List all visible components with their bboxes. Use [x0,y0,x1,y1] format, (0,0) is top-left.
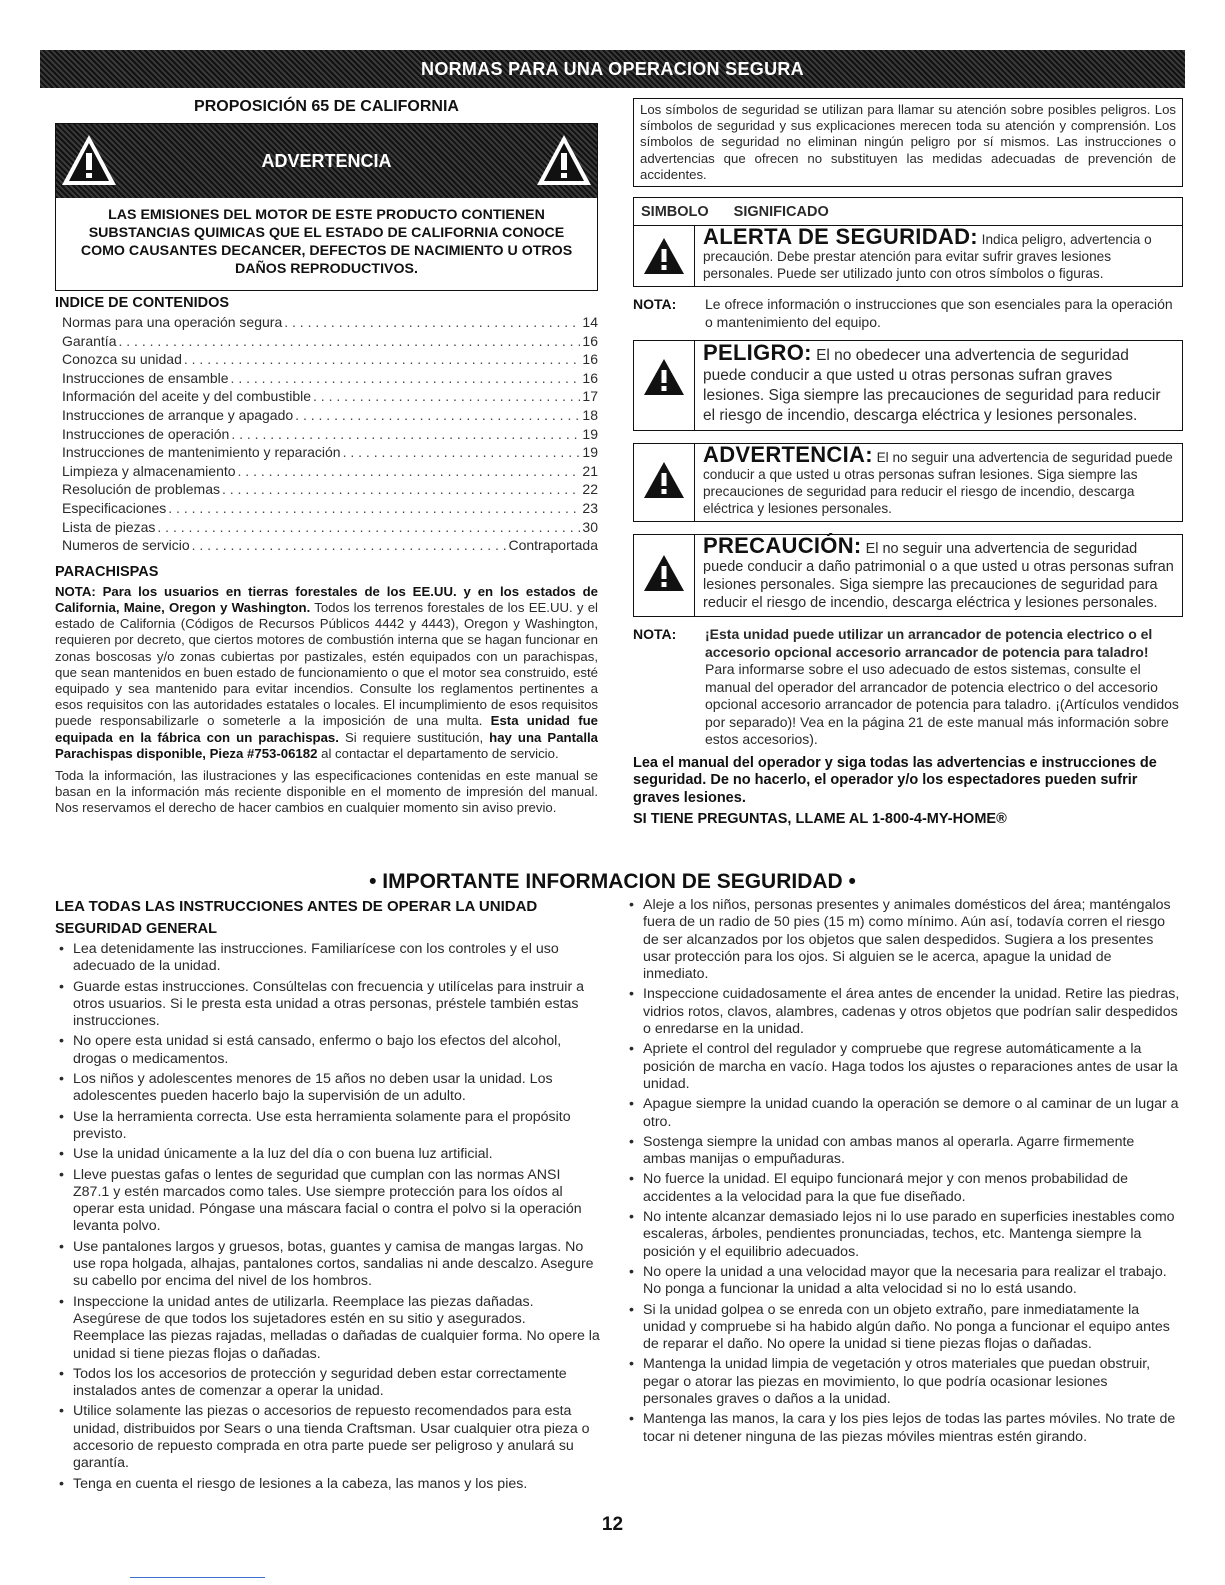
toc-item [55,425,598,444]
safety-bullet: • Los niños y adolescentes menores de 15 años no deben usar la unidad. Los adolescentes pueden hacerlo bajo la supervisión de un adulto. [55,1071,600,1106]
col-symbol: SIMBOLO [641,203,709,220]
warning-triangle-icon [535,132,593,188]
toc-leader [284,313,580,332]
peligro-meaning [695,341,1182,430]
peligro-symbol [634,341,695,430]
toc-item-title: Limpieza y almacenamiento [62,462,236,479]
safety-bullet: • Inspeccione cuidadosamente el área antes de encender la unidad. Retire las piedras, vidrios rotos, clavos, alambres, cadenas y otros objetos que podrían salir despedidos o enredarse en la unidad. [625,986,1180,1038]
page-number: 12 [601,1514,624,1535]
toc-item-title: Especificaciones [62,499,167,516]
safety-bullet: • Utilice solamente las piezas o accesorios de repuesto recomendados para esta unidad, distribuidos por Sears o una tienda Craftsman. Usar cualquier otra pieza o accesorio de repuesto comprada en otra parte puede ser peligroso y anulará su garantía. [55,1403,600,1472]
precaucion-text: El no seguir una advertencia de seguridad puede conducir a daño patrimonial o a que usted u otras personas sufran lesiones personales. Siga siempre las precauciones de seguridad para reducir el riesgo de incendio, descarga eléctrica y lesiones personales. [703,541,1174,612]
prop65-warning-box [55,123,598,291]
alert-meaning [695,226,1182,286]
left-column [55,98,598,817]
spark-text-3: al contactar el departamento de servicio. [321,745,559,761]
toc-item-title: Numeros de servicio [62,537,190,554]
toc-item-title: Conozca su unidad [62,351,182,368]
toc-item-title: Garantía [62,332,117,349]
prop65-title: PROPOSICIÓN 65 DE CALIFORNIA [194,98,459,115]
nota-label: NOTA: [633,296,677,313]
toc-item-page: 16 [582,369,598,386]
danger-triangle-icon [642,357,686,397]
nota2-label: NOTA: [633,626,677,643]
advertencia-row [633,443,1183,522]
left-bullet-list [55,941,600,1493]
right-column [633,98,1183,827]
bottom-left-column [55,898,600,1496]
toc-leader [343,443,581,462]
read-all-heading: LEA TODAS LAS INSTRUCCIONES ANTES DE OPERAR LA UNIDAD [55,898,538,915]
toc-item-page: 16 [582,332,598,349]
toc-item-title: Resolución de problemas [62,481,220,498]
spark-title: PARACHISPAS [55,563,159,580]
safety-bullet: • Lleve puestas gafas o lentes de seguridad que cumplan con las normas ANSI Z87.1 y estén marcados como tales. Use siempre protección para los oídos al operar esta unidad. Póngase una máscara facial o contra el polvo si la operación levanta polvo. [55,1167,600,1236]
toc-item-page: 14 [582,314,598,330]
safety-bullet: • Mantenga la unidad limpia de vegetación y otros materiales que puedan obstruir, pegar o atorar las piezas en movimiento, lo que podría ocasionar lesiones personales graves o daños a la unidad. [625,1356,1180,1408]
toc-item-page: Contraportada [508,537,598,554]
safety-bullet: • Si la unidad golpea o se enreda con un objeto extraño, pare inmediatamente la unidad y compruebe si ha habido algún daño. No ponga a funcionar el equipo antes de reparar el daño. No opere la unidad si tiene piezas flojas o dañadas. [625,1302,1180,1354]
toc-leader [231,369,581,388]
caution-triangle-icon [642,553,686,593]
toc-item [55,406,598,425]
safety-bullet: • Apriete el control del regulador y compruebe que regrese automáticamente a la posición de marcha en vacío. Haga todos los ajustes o reparaciones antes de usar la unidad. [625,1041,1180,1093]
toc-item [55,443,598,462]
advertencia-text: El no seguir una advertencia de seguridad puede conducir a que usted u otras personas sufran lesiones. Siga siempre las precauciones de seguridad para reducir el riesgo de incendio, descarga eléctrica y lesiones personales. [703,450,1173,517]
toc-leader [313,387,580,406]
precaucion-meaning [695,535,1182,616]
toc-item-title: Instrucciones de arranque y apagado [62,406,294,423]
safety-bullet: • Tenga en cuenta el riesgo de lesiones a la cabeza, las manos y los pies. [55,1476,600,1493]
peligro-text: El no obedecer una advertencia de seguridad puede conducir a que usted u otras personas sufran graves lesiones. Siga siempre las precauciones de seguridad para reducir el riesgo de incendio, descarga eléctrica y lesiones personales. [703,347,1161,425]
nota2-text: Para informarse sobre el uso adecuado de estos sistemas, consulte el manual del operador del arrancador de potencia electrico o del accesorio opcional accesorio arrancador de potencia para taladro. ¡(Artículos vendidos por separado)! Vea en la página 21 de este manual más información sobre estos accesorios). [705,661,1179,748]
alert-symbol [634,226,695,286]
toc-leader [157,518,580,537]
safety-bullet: • Use la unidad únicamente a la luz del día o con buena luz artificial. [55,1146,600,1163]
symbols-table-header [633,197,1183,226]
safety-bullet: • No opere esta unidad si está cansado, enfermo o bajo los efectos del alcohol, drogas o medicamentos. [55,1033,600,1068]
general-safety-heading: SEGURIDAD GENERAL [55,921,217,937]
right-bullet-list [625,897,1180,1446]
advertencia-symbol [634,444,695,521]
toc-leader [168,499,580,518]
toc-item [55,332,598,351]
toc-leader [222,480,580,499]
spark-text-1: Todos los terrenos forestales de los EE.UU. y el estado de California (Códigos de Recursos Públicos 4442 y 4443), Oregon y Washington, requieren por decreto, que ciertos motores de combustión interna que se hagan funcionar en zonas boscosas y/o zonas cubiertas por pastizales, estén equipados con un parachispas, que sean mantenidos en buen estado de funcionamiento o que el motor sea construido, esté equipado y sea mantenido para evitar incendios. Consulte los reglamentos pertinentes a esos requisitos con las autoridades estatales o locales. El incumplimiento de esos requisitos puede responsabilizarle o someterle a la imposición de una multa. [55,599,598,729]
warning-triangle-icon [642,460,686,500]
toc-item-page: 19 [582,425,598,442]
peligro-row [633,340,1183,431]
alert-text: Indica peligro, advertencia o precaución. Debe prestar atención para evitar sufrir graves lesiones personales. Puede ser utilizado junto con otros símbolos o figuras. [703,232,1152,282]
safety-bullet: • No fuerce la unidad. El equipo funcionará mejor y con menos probabilidad de accidentes a la velocidad para la que fue diseñado. [625,1171,1180,1206]
info-paragraph: Toda la información, las ilustraciones y las especificaciones contenidas en este manual se basan en la información más reciente disponible en el momento de impresión del manual. Nos reservamos el derecho de hacer cambios en cualquier momento sin aviso previo. [55,767,598,816]
section-banner: NORMAS PARA UNA OPERACION SEGURA [40,50,1185,88]
footer-rule [130,1577,265,1578]
toc-item-title: Información del aceite y del combustible [62,388,312,405]
safety-bullet: • Apague siempre la unidad cuando la operación se demore o al caminar de un lugar a otro. [625,1096,1180,1131]
toc-leader [238,462,581,481]
important-title: • IMPORTANTE INFORMACION DE SEGURIDAD • [369,870,856,893]
toc-item-title: Lista de piezas [62,518,156,535]
toc-item-title: Instrucciones de operación [62,425,230,442]
toc-item [55,369,598,388]
alert-row [633,226,1183,287]
safety-bullet: • Use pantalones largos y gruesos, botas, guantes y camisa de mangas largas. No use ropa holgada, alhajas, pantalones cortos, sandalias ni ande descalzo. Asegure su cabello por encima del nivel de los hombros. [55,1239,600,1291]
toc-leader [184,350,581,369]
toc-leader [295,406,580,425]
spark-paragraph [55,584,598,762]
precaucion-row [633,534,1183,617]
safety-bullet: • Use la herramienta correcta. Use esta herramienta solamente para el propósito previsto. [55,1109,600,1144]
toc-item-page: 30 [582,518,598,535]
toc-item [55,313,598,332]
safety-bullet: • Guarde estas instrucciones. Consúltelas con frecuencia y utilícelas para instruir a otros usuarios. Si le presta esta unidad a otras personas, préstele también estas instrucciones. [55,979,600,1031]
precaucion-symbol [634,535,695,616]
toc-item-page: 16 [582,351,598,368]
toc-title: INDICE DE CONTENIDOS [55,295,230,311]
read-manual-warning: Lea el manual del operador y siga todas las advertencias e instrucciones de seguridad. De no hacerlo, el operador y/o los espectadores pueden sufrir graves lesiones. [633,754,1157,806]
safety-bullet: • Sostenga siempre la unidad con ambas manos al operarla. Agarre firmemente ambas manijas o empuñaduras. [625,1134,1180,1169]
symbols-intro-box: Los símbolos de seguridad se utilizan para llamar su atención sobre posibles peligros. Los símbolos de seguridad y sus explicaciones merecen toda su atención y comprensión. Los símbolos de seguridad no eliminan ningún peligro por sí mismos. Las instrucciones o advertencias que ofrecen no substituyen las medidas adecuadas de prevención de accidentes. [633,98,1183,187]
toc-item-page: 23 [582,499,598,516]
nota2-row [633,626,1183,749]
toc-item-title: Instrucciones de ensamble [62,369,229,386]
toc-item-page: 21 [582,462,598,479]
toc-item-page: 19 [582,444,598,461]
toc-item [55,387,598,406]
toc-leader [118,332,580,351]
warning-text: LAS EMISIONES DEL MOTOR DE ESTE PRODUCTO CONTIENEN SUBSTANCIAS QUIMICAS QUE EL ESTADO DE CALIFORNIA CONOCE COMO CAUSANTES DECANCER, DEFECTOS DE NACIMIENTO U OTROS DAÑOS REPRODUCTIVOS. [80,207,573,277]
safety-bullet: • Todos los los accesorios de protección y seguridad deben estar correctamente instalados antes de comenzar a operar la unidad. [55,1366,600,1401]
safety-bullet: • No intente alcanzar demasiado lejos ni lo use parado en superficies inestables como escaleras, árboles, pendientes pronunciadas, techos, etc. Mantenga siempre la posición y el equilibrio adecuados. [625,1209,1180,1261]
warning-header [56,124,597,198]
toc-item [55,518,598,537]
nota2-bold: ¡Esta unidad puede utilizar un arrancador de potencia electrico o el accesorio opcional accesorio arrancador de potencia para taladro! [705,626,1153,660]
questions-line: SI TIENE PREGUNTAS, LLAME AL 1-800-4-MY-HOME® [633,811,1007,828]
toc-list [55,313,598,555]
col-meaning: SIGNIFICADO [733,203,829,220]
nota-text: Le ofrece información o instrucciones que son esenciales para la operación o mantenimiento del equipo. [705,296,1173,330]
bottom-right-column [625,897,1180,1449]
warning-label: ADVERTENCIA [261,150,392,171]
precaucion-keyword: PRECAUCIÓN: [703,533,862,559]
spark-bold-1: NOTA: Para los usuarios en tierras forestales de los EE.UU. y en los estados de California, Maine, Oregon y Washington. [55,583,598,615]
safety-bullet: • Inspeccione la unidad antes de utilizarla. Reemplace las piezas dañadas. Asegúrese de que todos los sujetadores estén en su sitio y asegurados. Reemplace las piezas rajadas, melladas o dañadas de cualquier forma. No opere la unidad si tiene piezas flojas o dañadas. [55,1294,600,1363]
safety-bullet: • Lea detenidamente las instrucciones. Familiarícese con los controles y el uso adecuado de la unidad. [55,941,600,976]
toc-item-page: 17 [582,388,598,405]
advertencia-keyword: ADVERTENCIA: [703,442,873,468]
toc-leader [231,425,580,444]
toc-item [55,536,598,555]
alert-keyword: ALERTA DE SEGURIDAD: [703,224,978,250]
toc-item-page: 22 [582,481,598,498]
safety-bullet: • Mantenga las manos, la cara y los pies lejos de todas las partes móviles. No trate de tocar ni detener ninguna de las piezas móviles mientras estén girando. [625,1411,1180,1446]
spark-text-2: Si requiere sustitución, [344,729,484,745]
toc-item [55,499,598,518]
spark-bold-3: hay una Pantalla Parachispas disponible, Pieza #753-06182 [55,729,598,761]
toc-item [55,350,598,369]
toc-item [55,462,598,481]
toc-item-title: Instrucciones de mantenimiento y reparación [62,444,341,461]
nota-row [633,296,1183,331]
spark-bold-2: Esta unidad fue equipada en la fábrica con un parachispas. [55,713,598,745]
safety-bullet: • No opere la unidad a una velocidad mayor que la necesaria para realizar el trabajo. No ponga a funcionar la unidad a alta velocidad si no lo está usando. [625,1264,1180,1299]
toc-item [55,480,598,499]
toc-leader [192,536,507,555]
peligro-keyword: PELIGRO: [703,340,812,366]
nota2-body [705,626,1183,749]
toc-item-page: 18 [582,406,598,423]
advertencia-meaning [695,444,1182,521]
warning-triangle-icon [60,132,118,188]
toc-item-title: Normas para una operación segura [62,314,283,330]
safety-bullet: • Aleje a los niños, personas presentes y animales domésticos del área; manténgalos fuera de un radio de 50 pies (15 m) como mínimo. Aún así, todavía corren el riesgo de ser alcanzados por los objetos que salen despedidos. Sugiera a los presentes usar protección para los ojos. Si alguien se le acerca, apague la unidad de inmediato. [625,897,1180,983]
alert-triangle-icon [642,236,686,276]
